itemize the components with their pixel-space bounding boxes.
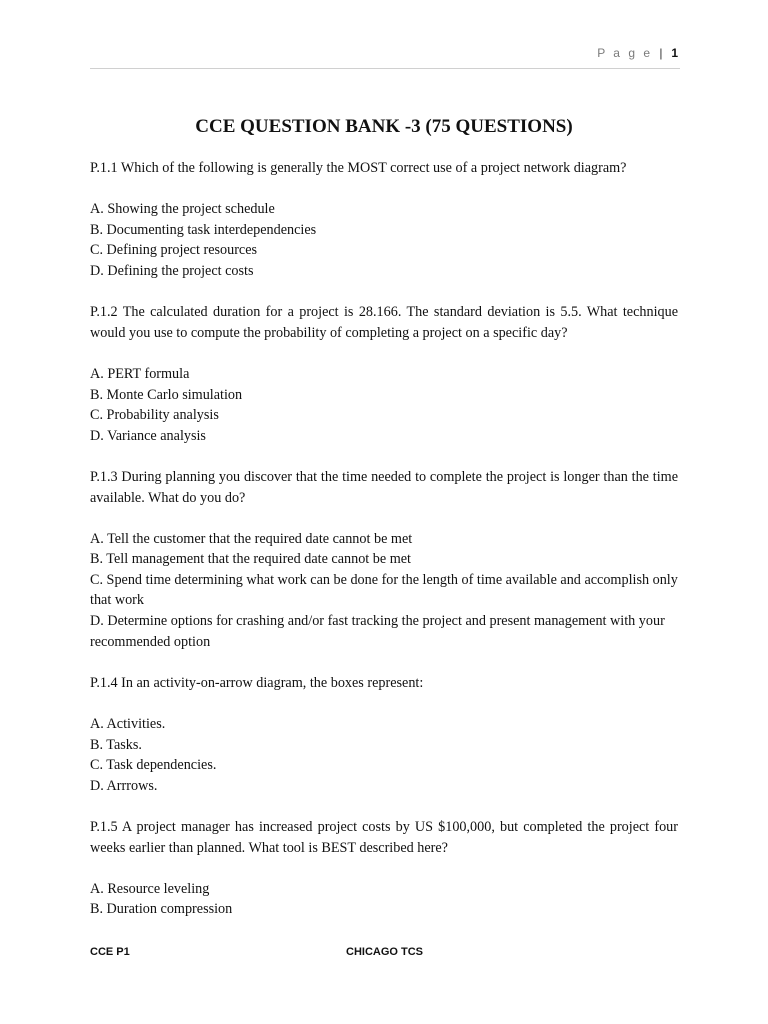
question-text: P.1.4 In an activity-on-arrow diagram, the boxes represent: [90,674,424,691]
header-divider [90,68,680,69]
answer-option: B. Duration compression [90,901,233,918]
question-text: P.1.5 A project manager has increased project costs by US $100,000, but completed the project four weeks earlier than planned. What tool is BEST described here? [90,819,678,856]
document-title: CCE QUESTION BANK -3 (75 QUESTIONS) [195,116,573,137]
page-header [597,46,678,60]
answer-option: B. Tell management that the required date cannot be met [90,551,411,568]
answer-option: C. Defining project resources [90,242,258,259]
answer-option: D. Determine options for crashing and/or fast tracking the project and present management with your recommended option [90,613,665,650]
answer-option: D. Defining the project costs [90,262,254,279]
answer-option: C. Probability analysis [90,407,219,424]
answer-option: A. Showing the project schedule [90,201,275,218]
answer-option: A. Activities. [90,716,166,733]
answer-option: A. PERT formula [90,365,190,382]
question-p-1-2 [90,302,678,446]
answer-option: B. Tasks. [90,736,142,753]
question-p-1-5 [90,817,678,920]
page-label: P a g e [597,46,653,60]
question-text: P.1.3 During planning you discover that the time needed to complete the project is longer than the time available. What do you do? [90,468,678,506]
answer-option: C. Spend time determining what work can be done for the length of time available and accomplish only that work [90,571,678,609]
answer-option: B. Monte Carlo simulation [90,386,243,403]
footer-left-text: CCE P1 [90,946,130,958]
question-text: P.1.2 The calculated duration for a project is 28.166. The standard deviation is 5.5. What technique would you use to compute the probability of completing a project on a specific day? [90,304,678,341]
page-separator: | [659,46,663,60]
question-text: P.1.1 Which of the following is generally the MOST correct use of a project network diagram? [90,160,627,176]
page-number: 1 [671,46,678,60]
document-body [90,114,678,941]
answer-option: D. Arrrows. [90,777,158,794]
answer-option: B. Documenting task interdependencies [90,221,317,238]
answer-option: C. Task dependencies. [90,757,217,774]
answer-option: A. Tell the customer that the required date cannot be met [90,530,413,547]
footer-center-text: CHICAGO TCS [346,946,423,958]
answer-option: A. Resource leveling [90,880,210,897]
question-p-1-4 [90,673,678,797]
question-p-1-3 [90,467,678,652]
answer-option: D. Variance analysis [90,427,206,444]
question-p-1-1 [90,158,678,282]
